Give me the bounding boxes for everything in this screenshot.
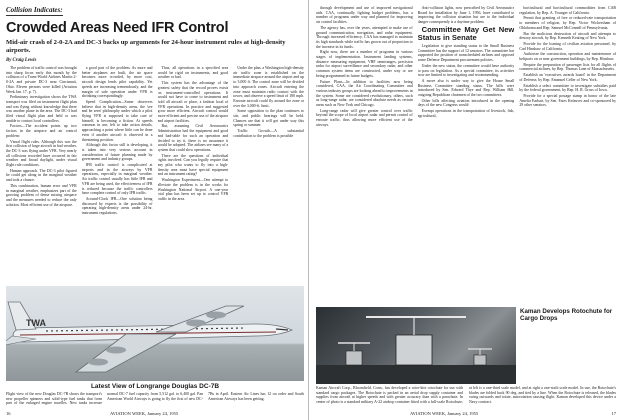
left-page — [0, 0, 309, 420]
photo-caption-title: Kaman Develops Rotochute for Cargo Drops — [520, 308, 613, 322]
paragraph: Exempt operations in the transportation of livestock, fish, agricultural, — [417, 109, 515, 118]
paragraph: Establish a select committee to investigate subsidies paid by the federal government, by Rep. H. R. Gross of Iowa. — [519, 83, 617, 93]
rotochute-photo — [316, 307, 516, 384]
paragraph: Visual flight rules. Although this was the first collision of large aircraft in bad weather, the DC-3 was flying under VFR. Very nearly all collisions recorded have occurred in fair weather and broad daylight, under visual flight rule conditions. — [6, 139, 77, 168]
paragraph: Establish an 'executives awards board' in the Department of Defense, by Rep. Emanuel Celler of New York. — [519, 73, 617, 82]
paragraph: through development and use of improved navigational aids. CAA, continually fighting budget problems, has a number of programs under way and planned for improving air control facilities. — [316, 6, 413, 25]
paragraph: Factors—The accident points up two factors in the airspace and air control problem: — [6, 124, 77, 138]
paragraph: Provide for the loaning of civilian aviation personnel, by Carl Hinshaw of California. — [519, 41, 617, 51]
paragraph: Although this factor still is developing, it is taken into very serious account in consideration of future planning made by government and industry groups. — [81, 143, 153, 162]
paragraph: Under the plan, a Washington high-density air traffic zone is established on the immediate airspace around the airport and up to 3,000 ft. The control zone will be divided into approach zones. Aircraft entering the zone must maintain radio contact with the tower, and observe a speed limit of 180 mph. Enroute aircraft could fly around the zone or over the 3,000-ft. limit. — [233, 66, 304, 108]
article-columns — [6, 66, 304, 284]
page-footer: AVIATION WEEK, January 24, 1955 — [110, 411, 179, 416]
right-page — [310, 0, 622, 420]
paragraph: Authorize the construction, operation and maintenance of heliports on or near government buildings, by Rep. Hinshaw. — [519, 52, 617, 62]
text-column-2 — [418, 6, 515, 306]
paragraph: Around-Clock IFR—One solution being discussed by experts is the possibility of operating high-density areas under 24-hr. instrument regulations. — [81, 196, 153, 216]
paragraph: Thus, all operations in a specified area would be rigid on instruments, and good weather or bad. — [157, 66, 229, 80]
paragraph: Preliminary investigation shows the TWA transport was filed on instrument flight plan and was flying without knowledge that there was another plane in the area. The DC-3 had filed visual flight plan and held or was unable to contact local controllers. — [6, 95, 77, 123]
page-number: 16 — [6, 411, 11, 416]
paragraph: Speed Complication—Some observers believe that in high-density areas, the 'see and be seen' philosophy under which a pilot flying VFR is supposed to take care of himself, is becoming a fiction. At speeds common in use, left to take action details, approaching a point where little can be done even if another aircraft is observed in a threatening position. — [81, 99, 153, 142]
text-column-1 — [316, 6, 413, 306]
text-column-4 — [233, 66, 304, 284]
paragraph: There are the questions of individual rights involved. Can you legally require that any pilot who wants to fly into a high-density area must have special equipment and an instrument rating? — [157, 153, 229, 177]
article-deck: Mid-air crash of 2-0-2A and DC-3 backs up arguments for 24-hour instrument rules at high-density airports. — [6, 39, 286, 54]
paragraph: Anti-collision lights, now prescribed by Civil Aeronautics Board for installation by June 1, 1956, have contributed to improving the collision situation but are to the individual danger consequently is a daytime problem. — [417, 6, 515, 25]
paragraph: Some opposition to the plan continues to stir, and public hearings will be held. Chances are that it will get under way this spring or summer. — [233, 109, 304, 128]
article-headline: Crowded Areas Need IFR Control — [6, 20, 229, 36]
paragraph: Other bills affecting aviation introduced in the opening days of the new Congress would: — [417, 98, 515, 108]
paragraph: Legislation to give standing status to the Small Business Committee has the support of 12 senators. The committee has supported the position of nonscheduled airlines and opposed some Defense Department procurement policies. — [417, 44, 515, 63]
paragraph: Right now, there are a number of programs in various stages of implementation. Instrument landing systems, distance measuring equipment, VHF omniranges, precision radar for airport surveillance and secondary radar, and other common system items are constructed, under way or are being programmed in future budgets. — [316, 50, 413, 78]
paragraph: Human approach. The DC-3 pilot figured he could get along in the marginal weather and took a chance. — [6, 168, 77, 183]
paragraph: This system has the advantage of the greatest safety that the record proves exists on instrument-controlled operations. It would not have to come to instrument and hold all aircraft or place, a fashion local of VFR operations. In practice and suggested grow more efficient. Aircraft control would more efficient and precise use of the airspace and airport facilities. — [157, 81, 229, 123]
page-footer: AVIATION WEEK, January 24, 1955 — [410, 411, 479, 416]
rotochute-illustration — [316, 307, 516, 384]
paragraph: horticultural and horticultural commodities from CAB regulation, by Rep. A. Younger of California. — [519, 6, 617, 15]
paragraph: Permit that granting of free or reduced-rate transportation to members of religion, by Rep. Victor Wickersham of Oklahoma and Rep. Samuel McConnell of Pennsylvania. — [519, 16, 617, 30]
photo-caption-title: Latest View of Longrange Douglas DC-7B — [90, 383, 220, 390]
dc7b-aircraft-photo — [6, 286, 304, 381]
paragraph: Long-range radar will give greater control over traffic beyond the scope of local airport radar and permit control of enroute traffic, thus allowing more efficient use of the airways. — [316, 108, 413, 127]
text-column-2 — [82, 66, 153, 284]
paragraph: Traffic Growth—A substantial contribution to the problem is possible — [233, 129, 304, 138]
paragraph: a good part of the problem. As more and better airplanes are built, the air space becomes more crowded, by more cost, aircraft design lends pilot capability. Yet speeds are increasing tremendously, and the margin of safe operation under VFR is shrinking correspondingly. — [81, 66, 153, 99]
livery-text: TWA — [26, 318, 46, 328]
paragraph: Provide for a special postage stamp in honor of the late Amelia Earhart, by Sen. Estes Kefauver and co-sponsored by 29 other senators. — [519, 93, 617, 108]
text-column-3 — [519, 6, 616, 306]
article-columns — [316, 6, 616, 306]
text-column-3 — [158, 66, 229, 284]
text-column-1 — [6, 66, 77, 284]
paragraph: The problem of traffic control was brought into sharp focus early this month by the collision of a Trans-World Airlines Martin 2-0-2A and private DC-3 near Cincinnati, Ohio. Eleven persons were killed (Aviation Week Jan. 17, p. 7). — [6, 66, 77, 94]
airplane-illustration — [6, 286, 304, 381]
paragraph: IFR traffic control is complicated at airports and in the airways by VFR operations, especially in marginal weather. Air traffic control usually has little IFR and VFR are being used, the effectiveness of IFR is reduced because the traffic controllers have complete control of only IFR traffic. — [81, 163, 153, 196]
paragraph: Under the new status, the committee would have authority to pass on legislation. As a special committee, its activities now are limited to investigating and recommending. — [417, 63, 515, 78]
paragraph: Future Plans—In addition to facilities now being considered, CAA, the Air Coordinating Committee and various industry groups are looking ahead to improvements in the system. Some are considered revolutionary, others, such as long-range radar, are considered absolute needs as certain areas such as New York and Chicago. — [316, 79, 413, 108]
photo-caption-body: Flight view of the new Douglas DC-7B shows the transport's new propeller spinners and solid-type fuel tanks that form part of the enlarged engine nacelles. New tanks increase normal DC-7 fuel capacity from 5,512 gal. to 6,400 gal. Pan American World Airways is going to fly the first of new DC-7Bs in April. Eastern Air Lines has 12 on order and South American Airways has been getting. — [6, 392, 304, 406]
paragraph: This combination, human error and VFR in marginal weather, emphasizes part of the growing problem of dense mixing airspace and the measures needed to reduce the only solution. Most efficient use of the airspace. — [6, 183, 77, 207]
page-number: 17 — [611, 411, 616, 416]
byline: By Craig Lewis — [6, 58, 37, 63]
paragraph: Bar the malicious destruction of aircraft and attempts to destroy aircraft, by Rep. Kenneth Keating of New York. — [519, 31, 617, 41]
paragraph: But, assuming Civil Aeronautics Administration had the equipment and good and bad-table for such an operation and decided to try it, there is no assurance it would be adopted. The airlines see many of a system that could slow operations. — [157, 124, 229, 152]
paragraph: The agency has, over the years, attempted to make use of ground communication, navigation, and radar equipment. Through increased efficiency, CAA has managed to maintain its high standards while traffic has grown out of proportion to the increase in its funds. — [316, 25, 413, 49]
section-subhead: Committee May Get New Status in Senate — [417, 24, 515, 43]
photo-caption-body: Kaman Aircraft Corp., Bloomfield, Conn., has developed a rotor-kite rotochute for use with standard cargo packages. The Rotochute is packed in an aerial drop supply container and supplies from aircraft at higher speeds and with greater accuracy than with a parachute. In center of photo is a standard military A-22 airdrop container fitted with a full-scale Rotochute, at left is a one-third scale model, and at right a one-sixth scale model. In use, the Rotochute's blades are folded back 90 deg. and tied by a line. When the Rotochute is released, the blades swing outwards and rotate, autorotation causing flight. Kaman developed this device under a Navy contract. — [316, 386, 616, 404]
paragraph: A move also is under way to give the House Small Business Committee standing status. The bills were introduced by Sen. Edward Thye and Rep. William Hill, outgoing Republican chairmen of the two committees. — [417, 78, 515, 98]
paragraph: Washington Experiment—One attempt to alleviate the problem is in the works for Washington National Airport. A one-year trial plan has been set up to control VFR traffic in the area. — [157, 178, 229, 201]
paragraph: Require the preparation of passenger lists for all flights of commercial airlines, by Rep. Thomas Lane of Massachusetts. — [519, 62, 617, 72]
department-label: Collision Indicates: — [6, 6, 63, 14]
